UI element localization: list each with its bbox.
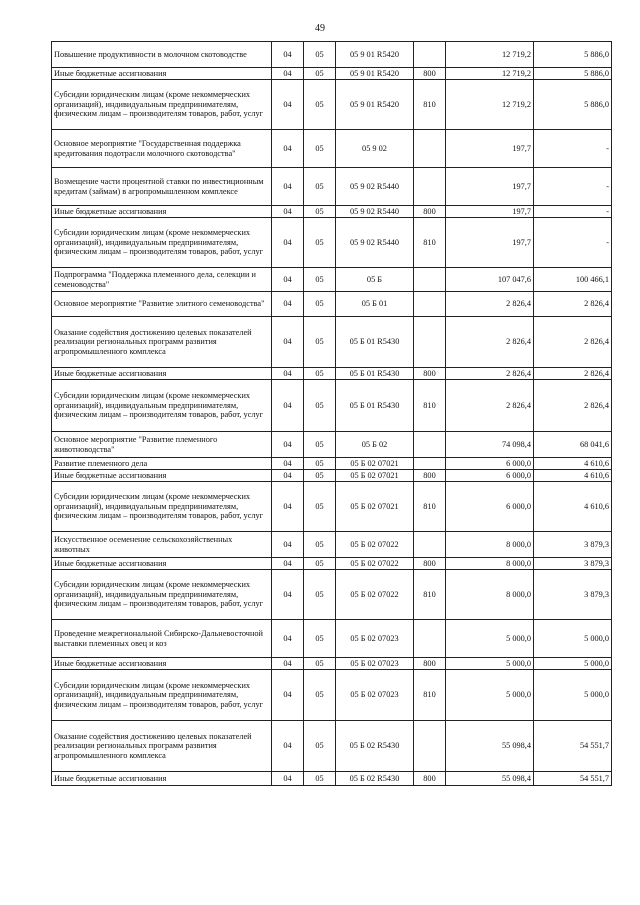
cell-expense-type: 810 [414,670,446,721]
cell-amount-executed: 100 466,1 [534,268,612,292]
cell-target-article: 05 9 01 R5420 [336,68,414,80]
cell-amount-planned: 2 826,4 [446,380,534,432]
cell-target-article: 05 9 02 R5440 [336,206,414,218]
cell-target-article: 05 Б 02 07022 [336,558,414,570]
cell-expense-type [414,458,446,470]
cell-name: Иные бюджетные ассигнования [52,68,272,80]
cell-expense-type [414,292,446,317]
cell-amount-planned: 5 000,0 [446,670,534,721]
cell-expense-type: 810 [414,380,446,432]
cell-section: 04 [272,292,304,317]
cell-expense-type [414,620,446,658]
cell-name: Иные бюджетные ассигнования [52,206,272,218]
cell-expense-type: 800 [414,772,446,786]
cell-name: Субсидии юридическим лицам (кроме некоммерческих организаций), индивидуальным предпринимателям, физическим лицам – производителям товаров, работ, услуг [52,670,272,721]
cell-section: 04 [272,42,304,68]
cell-subsection: 05 [304,570,336,620]
cell-amount-executed: 54 551,7 [534,772,612,786]
cell-amount-planned: 197,7 [446,130,534,168]
cell-target-article: 05 Б 02 [336,432,414,458]
table-row [52,721,612,772]
cell-expense-type [414,268,446,292]
cell-subsection: 05 [304,658,336,670]
cell-subsection: 05 [304,68,336,80]
cell-subsection: 05 [304,218,336,268]
cell-expense-type [414,42,446,68]
cell-subsection: 05 [304,42,336,68]
cell-amount-executed: 3 879,3 [534,532,612,558]
cell-target-article: 05 Б 02 07023 [336,670,414,721]
cell-subsection: 05 [304,721,336,772]
cell-subsection: 05 [304,317,336,368]
cell-name: Проведение межрегиональной Сибирско-Дальневосточной выставки племенных овец и коз [52,620,272,658]
cell-target-article: 05 Б 02 R5430 [336,721,414,772]
table-row [52,658,612,670]
cell-amount-executed: 68 041,6 [534,432,612,458]
cell-section: 04 [272,168,304,206]
cell-section: 04 [272,620,304,658]
cell-section: 04 [272,368,304,380]
cell-target-article: 05 Б 01 [336,292,414,317]
table-row [52,772,612,786]
cell-subsection: 05 [304,458,336,470]
cell-name: Иные бюджетные ассигнования [52,558,272,570]
cell-target-article: 05 Б 02 07021 [336,482,414,532]
cell-expense-type [414,317,446,368]
cell-subsection: 05 [304,620,336,658]
cell-amount-planned: 107 047,6 [446,268,534,292]
budget-table [51,41,612,786]
table-row [52,532,612,558]
cell-name: Основное мероприятие "Развитие племенного животноводства" [52,432,272,458]
table-row [52,168,612,206]
table-row [52,558,612,570]
table-row [52,206,612,218]
cell-section: 04 [272,721,304,772]
cell-section: 04 [272,772,304,786]
table-row [52,470,612,482]
cell-amount-executed: 5 886,0 [534,68,612,80]
cell-name: Субсидии юридическим лицам (кроме некоммерческих организаций), индивидуальным предпринимателям, физическим лицам – производителям товаров, работ, услуг [52,570,272,620]
cell-section: 04 [272,80,304,130]
cell-amount-executed: - [534,218,612,268]
cell-section: 04 [272,558,304,570]
cell-amount-planned: 2 826,4 [446,292,534,317]
cell-name: Субсидии юридическим лицам (кроме некоммерческих организаций), индивидуальным предпринимателям, физическим лицам – производителям товаров, работ, услуг [52,482,272,532]
table-row [52,482,612,532]
cell-subsection: 05 [304,380,336,432]
cell-expense-type: 810 [414,218,446,268]
cell-amount-executed: - [534,168,612,206]
cell-subsection: 05 [304,482,336,532]
cell-expense-type: 800 [414,68,446,80]
cell-name: Оказание содействия достижению целевых показателей реализации региональных программ развития агропромышленного комплекса [52,721,272,772]
cell-target-article: 05 9 02 R5440 [336,218,414,268]
cell-section: 04 [272,670,304,721]
cell-section: 04 [272,570,304,620]
cell-section: 04 [272,658,304,670]
cell-name: Субсидии юридическим лицам (кроме некоммерческих организаций), индивидуальным предпринимателям, физическим лицам – производителям товаров, работ, услуг [52,218,272,268]
table-row [52,292,612,317]
table-row [52,458,612,470]
cell-name: Возмещение части процентной ставки по инвестиционным кредитам (займам) в агропромышленном комплексе [52,168,272,206]
cell-expense-type [414,168,446,206]
cell-subsection: 05 [304,670,336,721]
cell-amount-planned: 197,7 [446,168,534,206]
cell-subsection: 05 [304,206,336,218]
cell-name: Повышение продуктивности в молочном скотоводстве [52,42,272,68]
cell-target-article: 05 Б 02 07022 [336,570,414,620]
cell-name: Оказание содействия достижению целевых показателей реализации региональных программ развития агропромышленного комплекса [52,317,272,368]
cell-name: Основное мероприятие "Государственная поддержка кредитования подотрасли молочного скотоводства" [52,130,272,168]
cell-name: Подпрограмма "Поддержка племенного дела, селекции и семеноводства" [52,268,272,292]
cell-expense-type [414,532,446,558]
cell-amount-executed: 5 000,0 [534,658,612,670]
cell-target-article: 05 Б 02 07021 [336,458,414,470]
table-row [52,368,612,380]
cell-target-article: 05 Б 02 07023 [336,658,414,670]
cell-expense-type: 800 [414,368,446,380]
cell-section: 04 [272,380,304,432]
cell-expense-type: 800 [414,558,446,570]
cell-section: 04 [272,218,304,268]
cell-name: Иные бюджетные ассигнования [52,368,272,380]
cell-amount-planned: 2 826,4 [446,368,534,380]
cell-amount-executed: - [534,130,612,168]
cell-section: 04 [272,68,304,80]
cell-subsection: 05 [304,292,336,317]
cell-section: 04 [272,458,304,470]
cell-amount-executed: 5 886,0 [534,80,612,130]
cell-target-article: 05 Б [336,268,414,292]
cell-section: 04 [272,532,304,558]
cell-expense-type: 810 [414,570,446,620]
cell-target-article: 05 Б 01 R5430 [336,317,414,368]
cell-name: Субсидии юридическим лицам (кроме некоммерческих организаций), индивидуальным предпринимателям, физическим лицам – производителям товаров, работ, услуг [52,380,272,432]
cell-amount-executed: 4 610,6 [534,470,612,482]
cell-section: 04 [272,206,304,218]
cell-target-article: 05 Б 02 R5430 [336,772,414,786]
cell-expense-type [414,721,446,772]
cell-amount-planned: 8 000,0 [446,570,534,620]
cell-target-article: 05 Б 01 R5430 [336,380,414,432]
page-number: 49 [315,23,325,34]
table-row [52,268,612,292]
cell-name: Искусственное осеменение сельскохозяйственных животных [52,532,272,558]
table-row [52,620,612,658]
table-body [52,42,612,786]
cell-target-article: 05 Б 02 07022 [336,532,414,558]
cell-subsection: 05 [304,532,336,558]
cell-name: Иные бюджетные ассигнования [52,772,272,786]
cell-subsection: 05 [304,432,336,458]
cell-amount-planned: 6 000,0 [446,458,534,470]
cell-amount-executed: 5 886,0 [534,42,612,68]
cell-amount-executed: 3 879,3 [534,558,612,570]
cell-amount-executed: - [534,206,612,218]
table-row [52,42,612,68]
cell-expense-type: 800 [414,470,446,482]
cell-amount-planned: 8 000,0 [446,532,534,558]
cell-expense-type [414,130,446,168]
cell-amount-planned: 8 000,0 [446,558,534,570]
cell-expense-type: 800 [414,658,446,670]
cell-amount-planned: 12 719,2 [446,42,534,68]
cell-name: Иные бюджетные ассигнования [52,470,272,482]
cell-section: 04 [272,317,304,368]
cell-amount-planned: 197,7 [446,218,534,268]
table-row [52,380,612,432]
cell-amount-planned: 197,7 [446,206,534,218]
table-row [52,317,612,368]
cell-section: 04 [272,130,304,168]
cell-amount-executed: 5 000,0 [534,620,612,658]
cell-subsection: 05 [304,168,336,206]
cell-amount-executed: 2 826,4 [534,368,612,380]
cell-amount-planned: 5 000,0 [446,658,534,670]
cell-subsection: 05 [304,268,336,292]
cell-subsection: 05 [304,558,336,570]
cell-subsection: 05 [304,368,336,380]
cell-name: Основное мероприятие "Развитие элитного семеноводства" [52,292,272,317]
cell-amount-executed: 3 879,3 [534,570,612,620]
cell-section: 04 [272,432,304,458]
cell-target-article: 05 9 02 R5440 [336,168,414,206]
cell-expense-type: 810 [414,482,446,532]
cell-amount-planned: 2 826,4 [446,317,534,368]
cell-expense-type: 800 [414,206,446,218]
cell-amount-planned: 5 000,0 [446,620,534,658]
cell-amount-planned: 74 098,4 [446,432,534,458]
cell-expense-type [414,432,446,458]
table-row [52,570,612,620]
cell-amount-executed: 54 551,7 [534,721,612,772]
cell-amount-planned: 55 098,4 [446,772,534,786]
table-row [52,80,612,130]
cell-target-article: 05 9 02 [336,130,414,168]
cell-target-article: 05 Б 01 R5430 [336,368,414,380]
cell-subsection: 05 [304,130,336,168]
cell-name: Иные бюджетные ассигнования [52,658,272,670]
cell-amount-executed: 2 826,4 [534,317,612,368]
table-row [52,670,612,721]
cell-target-article: 05 Б 02 07023 [336,620,414,658]
cell-name: Субсидии юридическим лицам (кроме некоммерческих организаций), индивидуальным предпринимателям, физическим лицам – производителям товаров, работ, услуг [52,80,272,130]
cell-amount-executed: 4 610,6 [534,482,612,532]
cell-target-article: 05 9 01 R5420 [336,42,414,68]
cell-amount-executed: 2 826,4 [534,380,612,432]
cell-subsection: 05 [304,772,336,786]
cell-section: 04 [272,470,304,482]
table-row [52,432,612,458]
cell-amount-planned: 12 719,2 [446,68,534,80]
table-row [52,130,612,168]
cell-amount-executed: 5 000,0 [534,670,612,721]
cell-amount-planned: 12 719,2 [446,80,534,130]
cell-section: 04 [272,268,304,292]
table-row [52,218,612,268]
cell-amount-planned: 6 000,0 [446,470,534,482]
table-row [52,68,612,80]
cell-subsection: 05 [304,470,336,482]
cell-target-article: 05 9 01 R5420 [336,80,414,130]
cell-target-article: 05 Б 02 07021 [336,470,414,482]
cell-amount-planned: 6 000,0 [446,482,534,532]
cell-section: 04 [272,482,304,532]
cell-amount-executed: 4 610,6 [534,458,612,470]
cell-subsection: 05 [304,80,336,130]
cell-expense-type: 810 [414,80,446,130]
cell-amount-executed: 2 826,4 [534,292,612,317]
cell-name: Развитие племенного дела [52,458,272,470]
cell-amount-planned: 55 098,4 [446,721,534,772]
